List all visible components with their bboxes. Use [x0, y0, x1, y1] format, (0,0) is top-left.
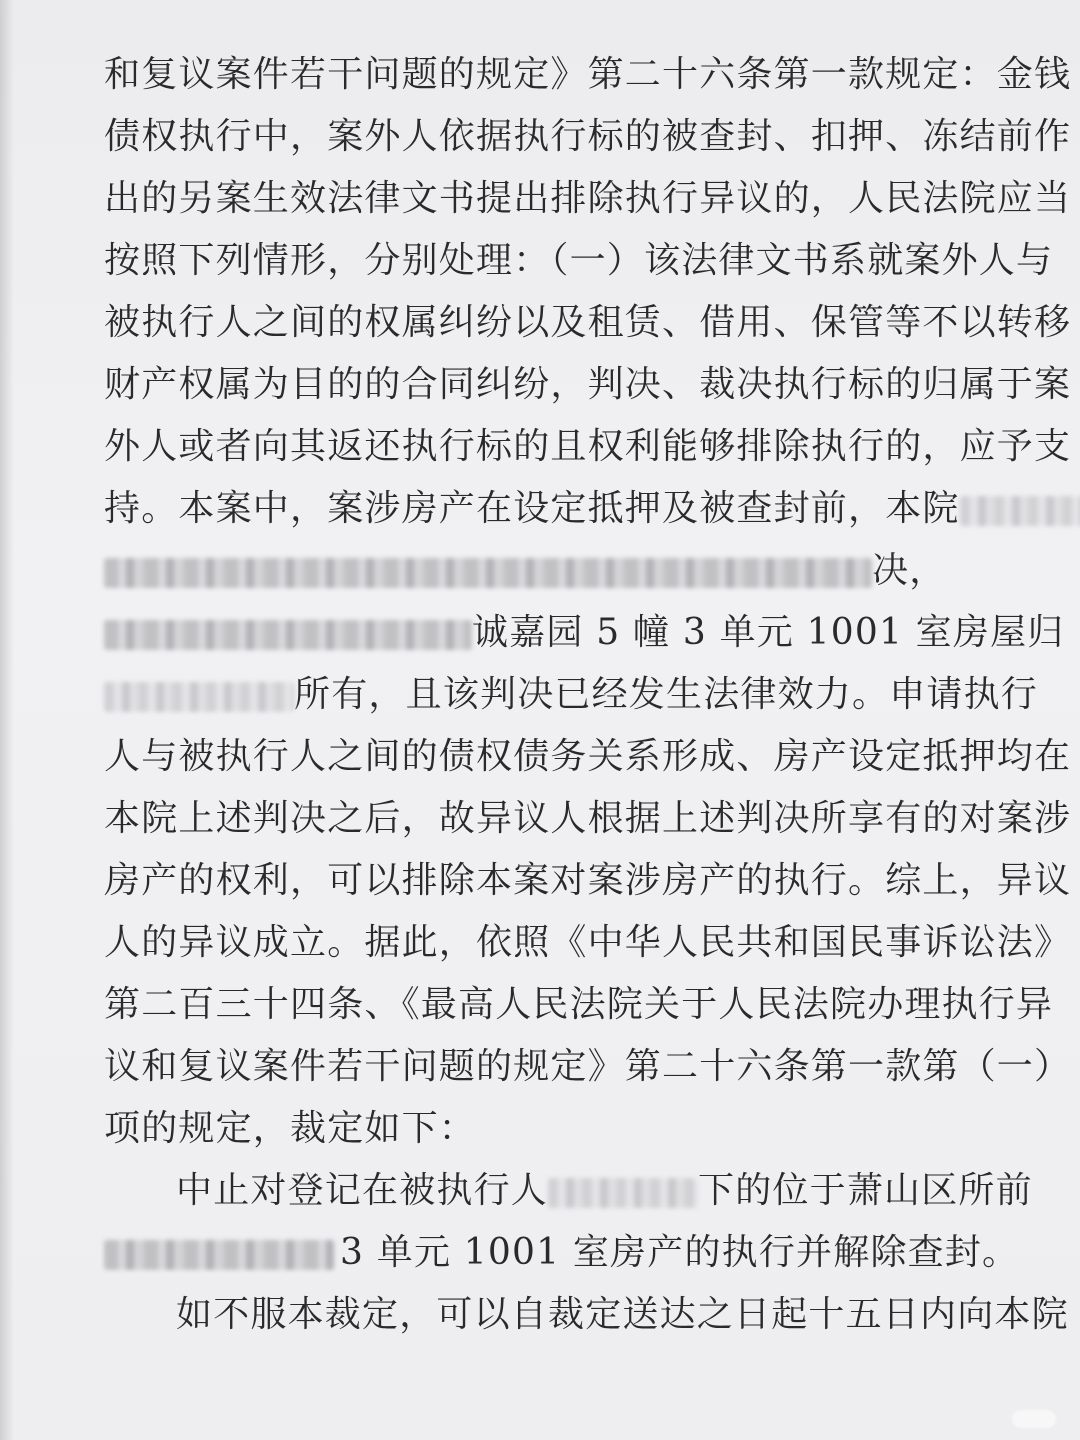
- text-line-redacted: [104, 478, 984, 540]
- page-edge-shadow: [0, 0, 14, 1440]
- text-line: 财产权属为目的的合同纠纷，判决、裁决执行标的归属于案: [104, 364, 1072, 405]
- ruling-decision-line: [104, 1160, 1033, 1222]
- text-line-redacted: [104, 602, 1065, 664]
- text-line: 出的另案生效法律文书提出排除执行异议的，人民法院应当: [104, 178, 1072, 219]
- text-line: 按照下列情形，分别处理：（一）该法律文书系就案外人与: [104, 240, 1054, 281]
- text-line: 第二百三十四条、《最高人民法院关于人民法院办理执行异: [104, 984, 1054, 1025]
- text-line: 人与被执行人之间的债权债务关系形成、房产设定抵押均在: [104, 736, 1072, 777]
- text-line: 人的异议成立。据此，依照《中华人民共和国民事诉讼法》: [104, 922, 1072, 963]
- ruling-text-body: [104, 44, 1072, 1346]
- redaction-blur: [104, 682, 294, 712]
- text-fragment: 所有，且该判决已经发生法律效力。申请执行: [294, 674, 1039, 715]
- text-line-redacted: [104, 540, 984, 602]
- appeal-notice-line: 如不服本裁定，可以自裁定送达之日起十五日内向本院: [176, 1294, 1069, 1335]
- text-line: 议和复议案件若干问题的规定》第二十六条第一款第（一）: [104, 1046, 1072, 1087]
- text-fragment: 中止对登记在被执行人: [176, 1170, 549, 1211]
- text-fragment: 3 单元 1001 室房产的执行并解除查封。: [340, 1232, 1020, 1273]
- redaction-blur: [104, 1240, 334, 1270]
- watermark-logo: [1012, 1410, 1056, 1428]
- redaction-blur: [960, 496, 1080, 526]
- text-fragment: 下的位于萧山区所前: [698, 1170, 1033, 1211]
- redaction-blur: [104, 620, 472, 650]
- redaction-blur: [548, 1178, 698, 1208]
- text-fragment: 持。本案中，案涉房产在设定抵押及被查封前，本院: [104, 488, 960, 529]
- text-fragment: 决，: [872, 550, 947, 591]
- text-line: 房产的权利，可以排除本案对案涉房产的执行。综上，异议: [104, 860, 1072, 901]
- text-line: 和复议案件若干问题的规定》第二十六条第一款规定：金钱: [104, 54, 1072, 95]
- text-line: 项的规定，裁定如下：: [104, 1108, 477, 1149]
- text-line-redacted: [104, 664, 1039, 726]
- redaction-blur: [104, 558, 872, 588]
- text-line: 外人或者向其返还执行标的且权利能够排除执行的，应予支: [104, 426, 1072, 467]
- text-line: 债权执行中，案外人依据执行标的被查封、扣押、冻结前作: [104, 116, 1072, 157]
- text-line: 本院上述判决之后，故异议人根据上述判决所享有的对案涉: [104, 798, 1072, 839]
- text-line: 被执行人之间的权属纠纷以及租赁、借用、保管等不以转移: [104, 302, 1072, 343]
- text-line-redacted: [104, 1222, 1020, 1284]
- text-fragment: 诚嘉园 5 幢 3 单元 1001 室房屋归: [472, 612, 1065, 653]
